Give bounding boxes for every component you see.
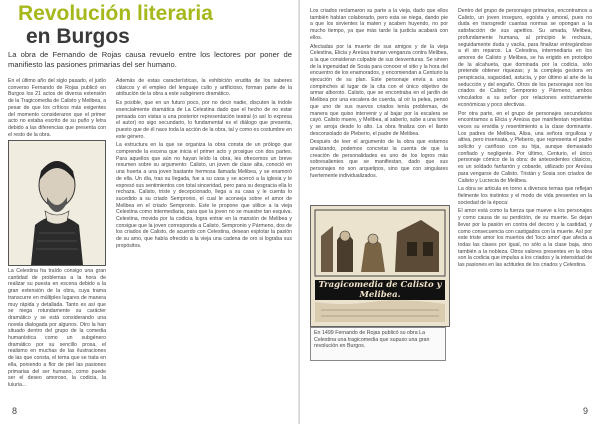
paragraph-structure: La estructura en la que se organiza la obra consta de un prólogo que comprende la escena que inicia el primer acto y prosigue con dos partes. Para aquellos que aún no hayan leído la obra, les ofrecemos un breve resumen sobre su argumento: Calisto, un joven de clase alta, conoció en una huerta a una joven bastante hermosa llamada Melibea, y se enamoró de ella. Un día, tras su llegada, fue a su casa y se acercó a la iglesia y le expresó sus sentimientos con total sinceridad, pero para su desgracia ella lo rechaza. Calisto, triste y decepcionado, llega a su casa y le cuenta lo sucedido a su criado Sempronio, el cual le aconseja sobre el amor de Melibea en el criado Sempronio. Este le propone que utilice a la vieja Celestina como intermediaria, para que la joven no se muestre tan esquiva. Celestina, movida por la codicia, logra entrar en la mansión de Melibea y consigue que la joven corresponda a Calisto. Sempronio y Pármeno, dos de los criados de Calisto, de acuerdo con Celestina, desean explotar la pasión de su amo, que había ofrecido a la vieja una cadena de oro si lograba sus propósitos. bbox=[116, 142, 292, 249]
article-title-line2: en Burgos bbox=[26, 25, 130, 48]
right-column-2 bbox=[458, 8, 592, 396]
paragraph-temas: La obra se articula en torno a diversos temas que reflejan fielmente los instintos y el modo de vida presentes en la sociedad de la época: bbox=[458, 186, 592, 206]
tragicomedia-woodcut-image bbox=[310, 205, 450, 327]
paragraph-primarios: Dentro del grupo de personajes primarios, encontramos a Calisto, un joven inseguro, egoísta y amoral, pues no duda en transgredir cuantas normas se opongan a la satisfacción de sus apetitos. Su amada, Melibea, profundamente humana, al principio le rechaza, seguidamente duda y vacila, para finalizar entregándose a él sin reparos. La Celestina, intermediaria en los amores de Calisto y Melibea, se ha erigido en prototipo de la alcahueta, que dominada por la codicia, sólo pretende obtener riquezas; y la compleja gestora en perspicacia, sagacidad, astucia, y por último al arte de la seducción y del engaño. Otros de los personajes son los criados de Calisto; Sempronio y Pármeno, ambos vinculados a su señor por relaciones estrictamente económicas y poco afectivas. bbox=[458, 8, 592, 108]
right-page bbox=[300, 0, 600, 424]
image-caption: En 1499 Fernando de Rojas publicó su obra La Celestina una tragicomedia que supuso una gran revolución en Burgos. bbox=[310, 327, 446, 361]
intro-paragraph: En el último año del siglo pasado, el judío converso Fernando de Rojas publicó en Burgos los 21 actos de diversa extensión de la Tragicomedia de Calisto y Melibea, a pesar de que los críticos más exigentes del momento consideraron que el primer acto no estaba escrito de su puño y letra debido a las diferencias que presenta con el resto de la obra. bbox=[8, 78, 106, 138]
paragraph-amor: El amor está como la fuerza que mueve a los personajes y como causa de su perdición, de su muerte. Se dejan llevar por la pasión en contra del decoro y la castidad, y como consecuencia con castigados con la muerte. Así por este triste amor los muertos del 'loco amor' que afecta a todas las clases por igual, no sólo a la clase baja, sino también a la nobleza. Otros valores presentes en la obra son la codicia que impulsa a los criados y la intensidad de las pasiones en las actitudes de los criados y Celestina. bbox=[458, 208, 592, 269]
paragraph-erudition: Además de estas características, la exhibición erudita de los saberes clásicos y el empleo del lenguaje culto y artificioso, forman parte de la atribución de la obra a este subgénero dramático. bbox=[116, 78, 292, 98]
left-column-intro bbox=[8, 78, 106, 138]
paragraph-venganza: Afectadas por la muerte de sus amigos y de la vieja Celestina, Elicia y Areúsa traman venganza contra Melibea, a la que consideran culpable de sus desventuras. Se sirven de la ingenuidad de Sosia para conocer el sitio y la hora del encuentro de los enamorados, y encomiendan a Centurio la ejecución de su plan. Este personaje envía a unos compinches al lugar de la cita con el único objetivo de armar alboroto. Calisto, que se encontraba en el jardín de Melibea por una escalera de cuerda, al oír la pelea, pensó que uno de sus nuevos criados tenía problemas, de manera que quiso intervenir y al bajar por la escalera se cayó. Calisto muere, y Melibea, al saberlo, sube a una torre y se arroja desde lo alto. La obra finaliza con el llanto desconsolado de Pleberio, el padre de Melibea. bbox=[310, 43, 448, 137]
page-number-right: 9 bbox=[582, 406, 588, 416]
paragraph-dramatic-nature: Es posible, que en un futuro poco, por no decir nadie, discuten la índole esencialmente dramática de La Celestina dado que el hecho de no estar pensada con vistas a una posterior representación teatral (o así lo expresa el autor) no sigo secundario, lo fundamental es el diálogo que presenta, puesto que de él nace toda la acción de la obra, tal y como es costumbre en este género. bbox=[116, 100, 292, 140]
right-column-1 bbox=[310, 8, 448, 202]
left-column-2 bbox=[116, 78, 292, 390]
portrait-engraving-icon bbox=[9, 141, 105, 265]
paragraph-criados: Los criados reclamaron su parte a la vieja, dado que ellos también habían colaborado, pero esta se niega, dando pie a que los sirvientes la maten y acaben huyendo, no por mucho tiempo, ya que más tarde la justicia acabará con ellos. bbox=[310, 8, 448, 41]
woodcut-banner-title: Tragicomedia de Calisto y Melibea. bbox=[315, 280, 445, 300]
left-column-bottom bbox=[8, 268, 106, 386]
page-number-left: 8 bbox=[12, 406, 18, 416]
paragraph-personajes: Después de leer el argumento de la obra que estamos analizando, podemos concretar la cuenta de que la creación de personalidades es uno de los logros más sobresalientes que se manifiestan, dado que sus personajes no son arquetipos, sino que con singulares fuertemente individualizados. bbox=[310, 139, 448, 179]
article-title-line1: Revolución literaria bbox=[18, 2, 213, 25]
fernando-de-rojas-portrait bbox=[8, 140, 106, 266]
woodcut-illustration-icon bbox=[311, 206, 449, 326]
paragraph-secundarios: Por otra parte, en el grupo de personajes secundarios encontramos a Elicia y Areúsa que manifiestan repetidas veces su envidia y resentimiento a la clase dominante. Los padres de Melibea, Alisa, una señora orgullosa y altiva, pero insensata, y Pleberio, que representa el padre solícito y cariñoso con su hija, aunque demasiado confiado y negligente. Por último, Centurio, el único personaje cómico de la obra: de antecedentes clásicos, es un soldado fanfarrón y cobarde, utilizado por Areúsa para vengarse de Calisto. Tristán y Sosia son criados de Calisto y Lucrecia de Melibea. bbox=[458, 110, 592, 184]
celestina-staging-paragraph: La Celestina ha traído consigo una gran cantidad de problemas a la hora de realizar su puesta en escena debido a la gran extensión de la obra, cuya trama transcurre en múltiples lugares de manera muy rápida y detallada. Tanto es así que se niega rotundamente su carácter dramático y se está considerando una novela dialogada por algunos. Otro la han situado dentro del grupo de la comedia humanística como un subgénero dramático por su sencillo prosa, el realismo en muchas de las ilustraciones de las que consta, el tema que se trata en ella, poniendo a flor de piel las pasiones primarias del ser humano, como puede ser el deseo amoroso, la codicia, la lujuria... bbox=[8, 268, 106, 386]
lead-paragraph: La obra de Fernando de Rojas causa revuelo entre los lectores por poner de manifiesto las pasiones primarias del ser humano. bbox=[8, 50, 292, 69]
